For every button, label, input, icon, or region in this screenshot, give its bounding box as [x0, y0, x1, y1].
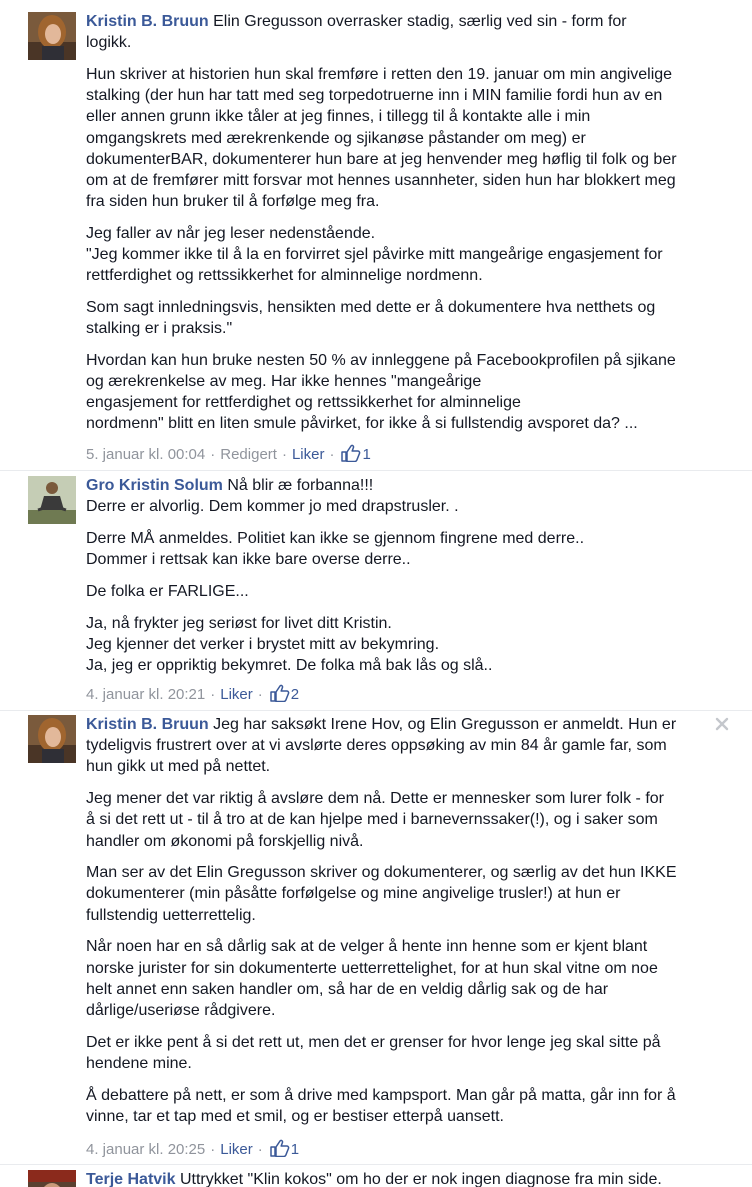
like-count[interactable]: 1 [362, 446, 371, 463]
like-button[interactable]: Liker [291, 446, 325, 463]
comment-text: hendene mine. [86, 1054, 192, 1072]
like-button[interactable]: Liker [220, 1141, 253, 1158]
comment-author[interactable]: Kristin B. Bruun [86, 13, 209, 30]
comment-text: handler om økonomi på forskjellig nivå. [86, 832, 364, 850]
avatar-image [28, 715, 76, 763]
comment-text: Når noen har en så dårlig sak at de velger å hente inn henne som er kjent blant [86, 938, 648, 956]
comment-text: Jeg har saksøkt Irene Hov, og Elin Gregusson er anmeldt. Hun er [213, 716, 677, 733]
comment-timestamp[interactable]: 5. januar kl. 00:04 [86, 446, 206, 463]
comment-text: Nå blir æ forbanna!!! [227, 477, 374, 494]
comment-text: Det er ikke pent å si det rett ut, men det er grenser for hvor lenge jeg skal sitte på [86, 1033, 661, 1051]
avatar[interactable] [28, 12, 76, 60]
thumbs-up-icon[interactable] [341, 444, 361, 462]
like-count[interactable]: 2 [290, 686, 300, 703]
comment-text: Jeg mener det var riktig å avsløre dem nå. Dette er mennesker som lurer folk - for [86, 790, 664, 808]
comment-text: stalking er i praksis." [86, 320, 233, 338]
close-icon[interactable] [714, 716, 730, 732]
comment-meta: 4. januar kl. 20:25 · Liker · 1 [86, 1141, 300, 1158]
comment-timestamp[interactable]: 4. januar kl. 20:25 [86, 1141, 206, 1158]
comment-text: fra siden hun bruker til å forfølge meg fra. [86, 193, 380, 211]
avatar[interactable] [28, 1170, 76, 1187]
comment-text: rettferdighet og rettssikkerhet for alminnelige nordmenn. [86, 267, 483, 285]
comment-text: og ærekrenkelse av meg. Har ikke hennes "mangeårige [86, 373, 482, 391]
comment-text: eller annen grunn ikke tåler at jeg finnes, i tillegg til å kontakte alle i min [86, 108, 591, 126]
comment-text: norske jurister for sin dokumenterte uetterrettelighet, for at hun skal vitne om noe [86, 959, 658, 977]
divider [0, 470, 752, 471]
comment-text: Som sagt innledningsvis, hensikten med dette er å dokumentere hva netthets og [86, 298, 656, 316]
comment-text: nordmenn" blitt en liten smule påvirket, for ikke å si fullstendig avsporet da? ... [86, 415, 638, 433]
edited-label[interactable]: Redigert [220, 446, 277, 463]
avatar-image [28, 1170, 76, 1187]
comment-text: "Jeg kommer ikke til å la en forvirret sjel påvirke mitt mangeårige engasjement for [86, 246, 663, 264]
thumbs-up-icon[interactable] [270, 1139, 290, 1157]
comment-text: Ja, nå frykter jeg seriøst for livet ditt Kristin. [86, 614, 392, 632]
comment-text: Derre MÅ anmeldes. Politiet kan ikke se gjennom fingrene med derre.. [86, 529, 585, 547]
comment-text: vinne, tar et tap med et smil, og er bestiser etterpå uansett. [86, 1107, 504, 1125]
comment-text: dokumenterBAR, dokumenterer hun bare at jeg henvender meg høflig til folk og ber [86, 150, 677, 168]
thumbs-up-icon[interactable] [270, 684, 290, 702]
comment-text: Å debattere på nett, er som å drive med kampsport. Man går på matta, går inn for å [86, 1086, 676, 1104]
like-count[interactable]: 1 [290, 1141, 300, 1158]
comment-author[interactable]: Kristin B. Bruun [86, 716, 209, 733]
comment-text: Elin Gregusson overrasker stadig, særlig ved sin - form for [213, 13, 627, 30]
avatar[interactable] [28, 476, 76, 524]
comment-text: logikk. [86, 34, 132, 52]
comment-author[interactable]: Terje Hatvik [86, 1171, 176, 1187]
comment-timestamp[interactable]: 4. januar kl. 20:21 [86, 686, 206, 703]
divider [0, 1164, 752, 1165]
comment-text: Man ser av det Elin Gregusson skriver og dokumenterer, og særlig av det hun IKKE [86, 864, 677, 882]
comment-text: engasjement for rettferdighet og rettssikkerhet for alminnelige [86, 394, 521, 412]
comment-text: Jeg kjenner det verker i brystet mitt av bekymring. [86, 635, 440, 653]
comment-text: tydeligvis frustrert over at vi avslørte deres oppsøking av min 84 år gamle far, som [86, 737, 667, 755]
comment-text: Hun skriver at historien hun skal fremføre i retten den 19. januar om min angivelige [86, 65, 673, 83]
comment-text: hun gikk ut med på nettet. [86, 758, 271, 776]
comment-author[interactable]: Gro Kristin Solum [86, 477, 223, 494]
comment-text: stalking (der hun har tatt med seg torpedotruerne inn i MIN familie fordi hun av en [86, 87, 663, 105]
comment-text: dokumenterer (min påsåtte forfølgelse og mine angivelige trusler!) at hun er [86, 885, 621, 903]
comment-text: Derre er alvorlig. Dem kommer jo med drapstrusler. . [86, 498, 459, 516]
comment-text: å si det rett ut - til å tro at de kan hjelpe med i barnevernssaker(!), og i saker som [86, 811, 658, 829]
comment-text: fullstendig uetterrettelig. [86, 906, 256, 924]
comment-text: dårlige/useriøse rådgivere. [86, 1001, 276, 1019]
comment-text: helt annet enn saken handler om, så har de en veldig dårlig sak og de har [86, 980, 609, 998]
comment-text: Hvordan kan hun bruke nesten 50 % av innleggene på Facebookprofilen på sjikane [86, 351, 676, 369]
comment-text: Uttrykket "Klin kokos" om ho der er nok ingen diagnose fra min side. [179, 1171, 662, 1187]
comment-text: Jeg faller av når jeg leser nedenstående. [86, 224, 376, 242]
comment-text: Ja, jeg er oppriktig bekymret. De folka må bak lås og slå.. [86, 656, 493, 674]
comment-text: om at de fremfører mitt forsvar mot hennes usannheter, siden hun har blokkert meg [86, 171, 676, 189]
comment-text: De folka er FARLIGE... [86, 582, 249, 600]
like-button[interactable]: Liker [220, 686, 253, 703]
comment-meta: 4. januar kl. 20:21 · Liker · 2 [86, 686, 300, 703]
avatar-image [28, 476, 76, 524]
avatar-image [28, 12, 76, 60]
comment-text: omgangskrets med ærekrenkende og sjikanøse påstander om meg) er [86, 129, 586, 147]
avatar[interactable] [28, 715, 76, 763]
divider [0, 710, 752, 711]
comment-text: Dommer i rettsak kan ikke bare overse derre.. [86, 551, 411, 569]
comment-meta: 5. januar kl. 00:04 · Redigert · Liker · 1 [86, 446, 371, 463]
